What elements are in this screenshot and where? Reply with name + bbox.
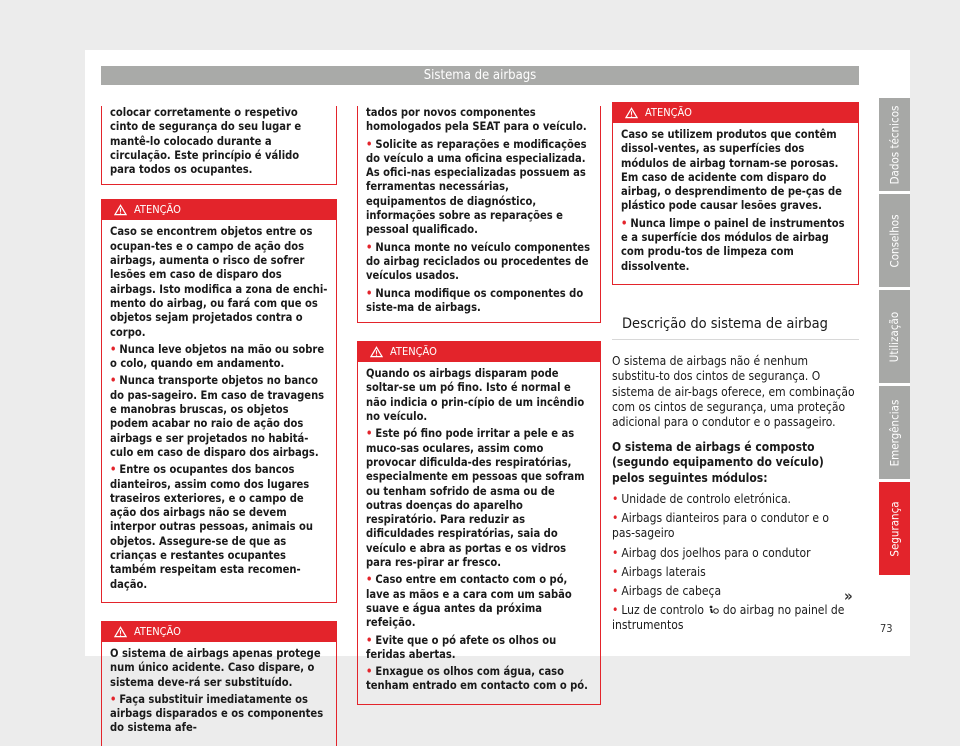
warning-header [102,200,336,220]
warning-bullet: • Nunca transporte objetos no banco do pas-sageiro. Em caso de travagens e manobras bruscas, os objetos podem acabar no raio de ação dos airbags e ser projetados no habitá-culo em caso de disparo dos airbags. [110,374,325,459]
paragraph: O sistema de airbags não é nenhum substitu-to dos cintos de segurança. O sistema de air-bags oferece, em combinação com os cintos de segurança, uma proteção adicional para o condutor e o passageiro. [612,354,855,430]
warning-bullet: • Evite que o pó afete os olhos ou feridas abertas. [366,633,557,661]
tab-dados-tecnicos[interactable]: Dados técnicos [879,98,910,191]
warning-box [101,199,337,602]
tab-emergencias[interactable]: Emergências [879,386,910,479]
list-item: • Airbags dianteiros para o condutor e o pas-sageiro [612,511,830,541]
continue-arrow-icon: » [844,587,853,605]
warning-body [613,123,858,284]
warning-body [358,362,600,704]
list-item: • Luz de controlo do airbag no painel de instrumentos [612,603,845,633]
warning-bullet: • Entre os ocupantes dos bancos dianteiros, assim como dos lugares traseiros exteriores, e o campo de ação dos airbags não se devem interpor outras pessoas, animais ou objetos. Assegure-se de que as crianças e restantes ocupantes também respeitam esta recomen-dação. [110,463,313,591]
warning-title: ATENÇÃO [134,624,181,638]
warning-text: Quando os airbags disparam pode soltar-se um pó fino. Isto é normal e não indicia o prin-cípio de um incêndio no veículo. [366,367,585,424]
warning-bullet: • Caso entre em contacto com o pó, lave as mãos e a cara com um sabão suave e água antes da próxima refeição. [366,573,572,630]
column-2 [357,106,601,705]
tab-seguranca[interactable]: Segurança [879,482,910,575]
warning-title: ATENÇÃO [645,106,692,119]
airbag-warning-light-icon [707,605,719,617]
warning-box [612,102,859,285]
page-number: 73 [880,622,893,635]
warning-bullet: • Solicite as reparações e modificações do veículo a uma oficina especializada. As ofici-nas especializadas possuem as ferramentas necessárias, equipamentos de diagnóstico, informações sobre as reparações e pessoal qualificado. [366,137,587,237]
warning-continuation-text: colocar corretamente o respetivo cinto de segurança do seu lugar e mantê-lo colocado durante a circulação. Este princípio é válido para todos os ocupantes. [110,106,302,177]
warning-text: Caso se encontrem objetos entre os ocupan-tes e o campo de ação dos airbags, aumenta o risco de sofrer lesões em caso de disparo dos airbags. Isto modifica a zona de enchi-mento do airbag, ou fará com que os objetos sejam projetados contra o corpo. [110,225,328,339]
warning-bullet: • Nunca monte no veículo componentes do airbag reciclados ou procedentes de veículos usados. [366,240,591,283]
list-item: • Airbags de cabeça [612,583,722,598]
page-header: Sistema de airbags [101,66,859,85]
warning-bullet: • Nunca leve objetos na mão ou sobre o colo, quando em andamento. [110,342,325,371]
warning-header [613,103,858,123]
column-1 [101,106,337,746]
warning-title: ATENÇÃO [390,345,437,359]
warning-header [102,622,336,642]
warning-body [102,220,336,601]
tab-utilizacao[interactable]: Utilização [879,290,910,383]
section-body [612,354,859,633]
warning-bullet: • Enxague os olhos com água, caso tenham entrado em contacto com o pó. [366,665,588,693]
column-3 [612,106,859,638]
warning-continuation [101,106,337,185]
list-item: • Airbag dos joelhos para o condutor [612,545,811,560]
warning-triangle-icon [114,626,127,638]
warning-bullet: • Nunca limpe o painel de instrumentos e a superfície dos módulos de airbag com produ-tos de limpeza com dissolvente. [621,216,845,273]
warning-box [101,621,337,746]
warning-bullet: • Este pó fino pode irritar a pele e as muco-sas oculares, assim como provocar dificulda-des respiratórias, especialmente em pessoas que sofram ou tenham sofrido de asma ou de outras doenças do aparelho respiratório. Para reduzir as dificuldades respiratórias, saia do veículo e abra as portas e os vidros para res-pirar ar fresco. [366,427,585,570]
chapter-tabs [879,98,910,578]
warning-body [102,642,336,746]
warning-triangle-icon [370,346,383,358]
paragraph-bold: O sistema de airbags é composto (segundo equipamento do veículo) pelos seguintes módulos: [612,440,824,485]
tab-conselhos[interactable]: Conselhos [879,194,910,287]
warning-header [358,342,600,362]
section-title: Descrição do sistema de airbag [612,317,859,340]
warning-continuation [357,106,601,323]
warning-box [357,341,601,705]
list-item: • Airbags laterais [612,564,706,579]
warning-text: O sistema de airbags apenas protege num único acidente. Caso dispare, o sistema deve-rá ser substituído. [110,646,321,689]
warning-bullet: • Faça substituir imediatamente os airbags disparados e os componentes do sistema afe- [110,692,324,735]
list-item: • Unidade de controlo eletrónica. [612,491,791,506]
warning-triangle-icon [114,204,127,216]
warning-title: ATENÇÃO [134,203,181,217]
warning-bullet: • Nunca modifique os componentes do siste-ma de airbags. [366,286,584,314]
warning-continuation-text: tados por novos componentes homologados pela SEAT para o veículo. [366,106,587,134]
warning-text: Caso se utilizem produtos que contêm dissol-ventes, as superfícies dos módulos de airbag tornam-se porosas. Em caso de acidente com disparo do airbag, o desprendimento de pe-ças de plástico pode causar lesões graves. [621,128,842,213]
warning-triangle-icon [625,107,638,119]
